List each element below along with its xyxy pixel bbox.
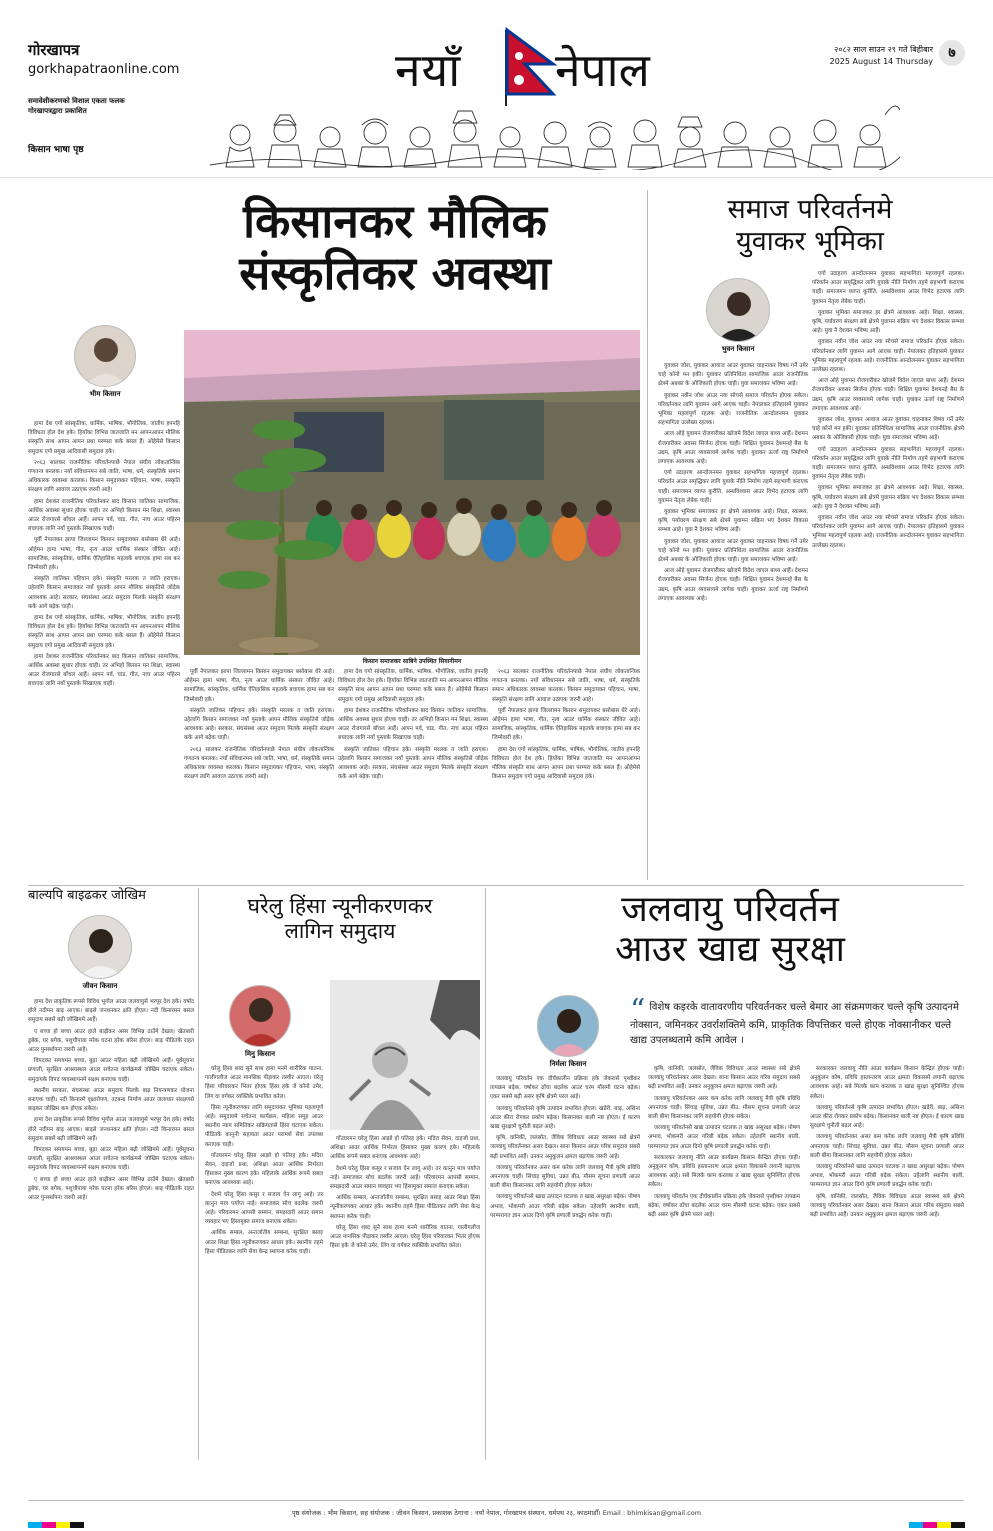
paragraph: जलवायु परिवर्तनसे कृषि उत्पादन प्रभावित होएल। खडेरी, बाढ़, असिना आउर कीरा रोगकर प्रकोप बढ़ेक। किसानकर बाली नष्ट होएल। ई कारण खाद्य सुरक्षामे चुनौती बढ़ल आहे।: [490, 1105, 640, 1131]
paragraph: हामा देश एगो सांस्कृतिक, धार्मिक, भाषिक, भौगोलिक, जातीय हपनहि विविधता होल देश हके। हियाँका विभिन्न जातजाति मन आपनआपन मौलिक संस्कृति साथ आपन आपन प्रथा परम्परा कके बसल हैं। ओहेमेसे किसान समुदाय एगो प्रमुख आदिवासी समुदाय हके।: [338, 669, 488, 703]
paragraph: युवाकर जोश, युवाकर आवाज आउर युवाकर चाहनाकर विषय गर्ने उमेर चाहे कोनो मन हकी। युवाकर प्रतिनिधित्व सामाजिक आउर राजनीतिक क्षेत्रमे अबका के ओजिकारी होएक चाही। युवा समाजकर भविष्य आहे।: [812, 417, 964, 442]
article-3-author-name: जीवन किसान: [82, 982, 118, 990]
article-3-column-1: [28, 998, 194, 1460]
date-nepali: २०८२ साल साउन २९ गते बिहीबार: [834, 45, 933, 54]
color-registration-bar: [909, 1522, 965, 1528]
paragraph: आर्थिक सम्बल, अन्तर्जातीय सम्बन्ध, सुरक्षित बसाइ आउर शिक्षा हिंसा न्यूनीकरणकर आधार हके। स्थानीय तहमे हिंसा पीडितकर लागि सेवा केन्द्र स्थापना करेक चाही।: [205, 1230, 323, 1255]
article-2-headline-line2: युवाकर भूमिका: [736, 226, 884, 258]
page-number-badge: ७: [939, 40, 965, 66]
article-2-column-2: [812, 270, 964, 882]
article-1-headline-line1: किसानकर मौलिक: [243, 194, 547, 248]
article-5-pull-quote: [630, 993, 965, 1048]
footer-rule: [28, 1500, 964, 1501]
author-photo-avatar: [68, 915, 132, 979]
article-1-headline-line2: संस्कृतिकर अवस्था: [239, 245, 551, 300]
paragraph: हामा देश प्राकृतिक रूपसे विविध भूगोल आउर जलवायुसे भरपूर देश हके। वर्षाद होले नदीमन बाढ़ आएक। बाढ़से जनधनकर क्षति होएल। नदी किनारमन बसल समुदाय सबसे बढ़ी जोखिममे आहैं।: [28, 999, 194, 1024]
paragraph: हामा देश एगो सांस्कृतिक, धार्मिक, भाषिक, भौगोलिक, जातीय हपनहि विविधता होल देश हके। हियाँका विभिन्न जातजाति मन आपनआपन मौलिक संस्कृति साथ आपन आपन प्रथा परम्परा कके बसल हैं। ओहेमेसे किसान समुदाय एगो प्रमुख आदिवासी समुदाय हके।: [492, 746, 640, 781]
cmyk-swatch: [28, 1522, 42, 1528]
page-footer: [0, 1494, 993, 1531]
paragraph: युवाकर जोश, युवाकर आवाज आउर युवाकर चाहनाकर विषय गर्ने उमेर चाहे कोनो मन हकी। युवाकर प्रतिनिधित्व सामाजिक आउर राजनीतिक क्षेत्रमे अबका के ओजिकारी होएक चाही। युवा समाजकर भविष्य आहे।: [658, 538, 808, 564]
paragraph: घरेलु हिंसा शब्द सुने साथ हामा मनमे शारीरिक यातना, गालीगलौज आउर मानसिक पीड़ाकर तस्वीर आएल। घरेलु हिंसा परिवारकर भितर होएक हिंसा हके जे कोनो उमेर, लिंग वा वर्गकर व्यक्तिके प्रभावित करेल।: [330, 1224, 480, 1250]
article-1-author-name: भीम किसान: [89, 390, 121, 398]
paragraph: कृषि, वानिकी, जलस्रोत, जैविक विविधता आउर स्वास्थ्य सबे क्षेत्रमे जलवायु परिवर्तनकर असर देखल। साना किसान आउर गरिब समुदाय सबसे बढ़ी प्रभावित आहैं। उनकर अनुकूलन क्षमता बढ़ाएक जरुरी आहे।: [810, 1193, 964, 1219]
paragraph: जलवायु परिवर्तनकर असर कम करेक लागि जलवायु मैत्री कृषि प्रविधि अपनाएक चाही। सिंचाइ सुविधा, उन्नत बीउ, मौसम सूचना प्रणाली आउर बाली बीमा किसानकर लागि सहयोगी होएक सकेल।: [490, 1164, 640, 1190]
paragraph: २०६३ सालकर राजनीतिक परिवर्तनपाछे नेपाल संघीय लोकतान्त्रिक गणतन्त्र बनलक। नयाँ संविधानमन सबे जाति, भाषा, धर्म, संस्कृतिके समान अधिकारक व्यवस्था करलक। किसान समुदायकर पहिचान, भाषा, संस्कृति संरक्षण लागि आवाज उठाएक जरुरी आहे।: [28, 459, 180, 494]
cmyk-swatch: [909, 1522, 923, 1528]
paragraph: हामा देश एगो सांस्कृतिक, धार्मिक, भाषिक, भौगोलिक, जातीय हपनहि विविधता होल देश हके। हियाँका विभिन्न जातजाति मन आपनआपन मौलिक संस्कृति साथ आपन आपन प्रथा परम्परा कके बसल हैं। ओहेमेसे किसान समुदाय एगो प्रमुख आदिवासी समुदाय हके।: [28, 615, 180, 649]
publication-url[interactable]: gorkhapatraonline.com: [28, 62, 180, 77]
paragraph: जलवायु परिवर्तनकर असर कम करेक लागि जलवायु मैत्री कृषि प्रविधि अपनाएक चाही। सिंचाइ सुविधा, उन्नत बीउ, मौसम सूचना प्रणाली आउर बाली बीमा किसानकर लागि सहयोगी होएक सकेल।: [810, 1134, 964, 1159]
paragraph: देशमे घरेलु हिंसा कसुर र सजाय ऐन लागू आहे। तर कानुन मात्र पर्याप्त नाहे। समाजकर सोच बदलेक जरुरी आहे। परिवारमन आपसी सम्मान, समझदारी आउर समान व्यवहार भए हिंसामुक्त समाज बनाएक सकेल।: [205, 1191, 323, 1226]
footer-credits: पृष्ठ संयोजक : भीम किसान, सह संयोजक : जीवन किसान, प्रकाशक ठेगाना : नयाँ नेपाल, गोरखापत्र संस्थान, धर्मपथ २३, काठमाडौँ। Email : bhimkisan@gmail.com: [291, 1509, 702, 1517]
author-photo-avatar: [74, 325, 136, 387]
article-5-column-2: [648, 1065, 800, 1460]
article-5-headline-line1: जलवायु परिवर्तन: [621, 889, 839, 930]
paragraph: जलवायु परिवर्तन एक दीर्घकालीन प्रक्रिया हके जेकरासे पृथ्वीकर तापक्रम बढ़ेक, वर्षाकर ढाँचा बदलेक आउर चरम मौसमी घटना बढ़ेक। एकर सबसे बढ़ी असर कृषि क्षेत्रमे परल आहे।: [490, 1076, 640, 1101]
paragraph: गाँउघरमन घरेलु हिंसा आझो हो पतिरह हके। मदिरा सेवन, दाइजो प्रथा, अशिक्षा आउर आर्थिक निर्भरता हिंसाकर मुख्य कारण हके। महिलाके आर्थिक रूपमे सबल बनाएक आवश्यक आहे।: [330, 1136, 480, 1161]
section-divider: [28, 885, 964, 886]
article-1-column-2: [184, 668, 334, 880]
article-2-headline: [660, 194, 960, 259]
article-4-headline: [205, 894, 475, 944]
masthead-left: [28, 40, 208, 155]
paragraph: २०६३ सालकर राजनीतिक परिवर्तनपाछे नेपाल संघीय लोकतान्त्रिक गणतन्त्र बनलक। नयाँ संविधानमन सबे जाति, भाषा, धर्म, संस्कृतिके समान अधिकारक व्यवस्था करलक। किसान समुदायकर पहिचान, भाषा, संस्कृति संरक्षण लागि आवाज उठाएक जरुरी आहे।: [184, 746, 334, 781]
author-photo-avatar: [537, 995, 599, 1057]
paragraph: युवाकर नवीन जोश आउर नया सोचसे समाज परिवर्तन होएक सकेल। परिवर्तनकर लागि युवामन आगे आएक चाही। नेपालकर इतिहासमे युवाकर भूमिका महत्वपूर्ण रहलक आहे। राजनीतिक आन्दोलनमन युवाकर सहभागिता उल्लेख्य रहलक।: [658, 392, 808, 427]
article-4-illustration: [330, 980, 480, 1130]
paragraph: पूर्वी नेपालकर झापा जिल्लामन किसान समुदायकर बसोबास धेरे आहे। ओहेमन हामा भाषा, गीत, नृत्य आउर धार्मिक संस्कार जीवित आहे। सामाजिक, सांस्कृतिक, धार्मिक ऐतिहासिक महत्वके बचाएक हामा सब कर जिम्मेवारी हके।: [184, 669, 334, 703]
paragraph: आज ओहे युवामन रोजगारीकर खोजमे विदेश जाएल बाध्य आहैं। देशमन रोजगारीकर अवसर सिर्जना होएक चाही। शिक्षित युवामन देशमनहे बैस के उद्यम, कृषि आउर व्यवसायमे लागेक चाही। युवाकर ऊर्जा राष्ट्र निर्माणमे लगाएक आवश्यक आहे।: [658, 431, 808, 466]
masthead-publisher-line: गोरखापत्रद्वारा प्रकाशित: [28, 107, 87, 115]
cmyk-swatch: [70, 1522, 84, 1528]
column-divider: [647, 190, 648, 880]
article-3-author: [60, 915, 140, 991]
date-english: 2025 August 14 Thursday: [829, 57, 933, 66]
article-1-author: [65, 325, 145, 399]
masthead: [0, 0, 993, 178]
cmyk-swatch: [951, 1522, 965, 1528]
nepal-flag-icon: [503, 26, 559, 106]
paragraph: युवाकर भूमिका समाजकर हर क्षेत्रमे आवश्यक आहे। शिक्षा, स्वास्थ्य, कृषि, पर्यावरण संरक्षण सबे क्षेत्रमे युवामन सक्रिय भए देशकर विकास सम्भव आहे। युवा नै देशकर भविष्य आहैं।: [812, 309, 964, 335]
cmyk-swatch: [56, 1522, 70, 1528]
article-5-headline: [520, 890, 940, 971]
paragraph: पूर्वी नेपालकर झापा जिल्लामन किसान समुदायकर बसोबास धेरे आहे। ओहेमन हामा भाषा, गीत, नृत्य आउर धार्मिक संस्कार जीवित आहे। सामाजिक, सांस्कृतिक, धार्मिक ऐतिहासिक महत्वके बचाएक हामा सब कर जिम्मेवारी हके।: [28, 537, 180, 572]
article-5-author: [528, 995, 608, 1069]
article-4-author: [220, 985, 300, 1059]
paragraph: युवाकर नवीन जोश आउर नया सोचसे समाज परिवर्तन होएक सकेल। परिवर्तनकर लागि युवामन आगे आएक चाही। नेपालकर इतिहासमे युवाकर भूमिका महत्वपूर्ण रहलक आहे। राजनीतिक आन्दोलनमन युवाकर सहभागिता उल्लेख्य रहलक।: [812, 515, 964, 549]
masthead-people-illustration: [210, 95, 900, 170]
cmyk-swatch: [42, 1522, 56, 1528]
article-4-headline-line1: घरेलु हिंसा न्यूनीकरणकर: [247, 894, 433, 918]
paragraph: २०६३ सालकर राजनीतिक परिवर्तनपाछे नेपाल संघीय लोकतान्त्रिक गणतन्त्र बनलक। नयाँ संविधानमन सबे जाति, भाषा, धर्म, संस्कृतिके समान अधिकारक व्यवस्था करलक। किसान समुदायकर पहिचान, भाषा, संस्कृति संरक्षण लागि आवाज उठाएक जरुरी आहे।: [492, 669, 640, 703]
paragraph: एगो उदाहरण आन्दोलनमन युवाकर सहभागिता महत्त्वपूर्ण रहलक। परिवर्तन आउर समृद्धिकर लागि युवाके नीति निर्माण तहमे सहभागी कराएक चाही। समाजमन व्याप्त कुरीति, अन्धविश्वास आउर विभेद हटाएक लागि युवामन नेतृत्व लेबेक चाही।: [812, 271, 964, 305]
paragraph: कृषि, वानिकी, जलस्रोत, जैविक विविधता आउर स्वास्थ्य सबे क्षेत्रमे जलवायु परिवर्तनकर असर देखल। साना किसान आउर गरिब समुदाय सबसे बढ़ी प्रभावित आहैं। उनकर अनुकूलन क्षमता बढ़ाएक जरुरी आहे।: [490, 1135, 640, 1160]
masthead-tagline: समावेशीकरणको विशाल एकता फलक: [28, 97, 125, 105]
paragraph: संस्कृति जातिकर पहिचान हके। संस्कृति मरलक त जाति हराएक। उहेलागि किसान समाजकर नयाँ पुस्ताके आपन मौलिक संस्कृतिसे जोड़ेक आवश्यक आहे। सरकार, संघसंस्था आउर समुदाय मिलके संस्कृति संरक्षण कके आगे बढ़ेक चाही।: [28, 576, 180, 610]
paragraph: हामा देशकर राजनीतिक परिवर्तनकर बाद किसान जातिकर सामाजिक, आर्थिक अवस्था सुधार होएक चाही। तर अभिहो किसान मन शिक्षा, स्वास्थ्य आउर रोजगारसे बाँचल आहैं। आपन पर्व, चाड, गीत, नाच आउर पहिरन बचाएक लागि नयाँ पुस्ताके सिखाएक चाही।: [28, 498, 180, 533]
paragraph: हामा देशकर राजनीतिक परिवर्तनकर बाद किसान जातिकर सामाजिक, आर्थिक अवस्था सुधार होएक चाही। तर अभिहो किसान मन शिक्षा, स्वास्थ्य आउर रोजगारसे बाँचल आहैं। आपन पर्व, चाड, गीत, नाच आउर पहिरन बचाएक लागि नयाँ पुस्ताके सिखाएक चाही।: [338, 707, 488, 742]
paragraph: संस्कृति जातिकर पहिचान हके। संस्कृति मरलक त जाति हराएक। उहेलागि किसान समाजकर नयाँ पुस्ताके आपन मौलिक संस्कृतिसे जोड़ेक आवश्यक आहे। सरकार, संघसंस्था आउर समुदाय मिलके संस्कृति संरक्षण कके आगे बढ़ेक चाही।: [338, 746, 488, 781]
article-1-column-3: [338, 668, 488, 880]
article-3-headline: बाल्यपि बाइढकर जोखिम: [28, 888, 146, 903]
paragraph: संस्कृति जातिकर पहिचान हके। संस्कृति मरलक त जाति हराएक। उहेलागि किसान समाजकर नयाँ पुस्ताके आपन मौलिक संस्कृतिसे जोड़ेक आवश्यक आहे। सरकार, संघसंस्था आउर समुदाय मिलके संस्कृति संरक्षण कके आगे बढ़ेक चाही।: [184, 707, 334, 742]
paragraph: सरकारकर जलवायु नीति आउर कार्यक्रम किसान केन्द्रित होएक चाही। अनुकूलन कोष, प्रविधि हस्तान्तरण आउर क्षमता विकासमे लगानी बढ़ाएक आवश्यक आहे। सबे मिलके काम करलक त खाद्य सुरक्षा सुनिश्चित होएक सकेल।: [648, 1154, 800, 1189]
paragraph: जलवायु परिवर्तनसे खाद्य उत्पादन घटलक त खाद्य असुरक्षा बढ़ेक। पोषण अभाव, भोकमरी आउर गरिबी बढ़ेक सकेल। उहेलागि स्थानीय बाली, परम्परागत ज्ञान आउर दिगो कृषि प्रणाली प्रवर्द्धन करेक चाही।: [648, 1125, 800, 1150]
publication-name: गोरखापत्र: [28, 41, 80, 59]
paragraph: जलवायु परिवर्तनसे खाद्य उत्पादन घटलक त खाद्य असुरक्षा बढ़ेक। पोषण अभाव, भोकमरी आउर गरिबी बढ़ेक सकेल। उहेलागि स्थानीय बाली, परम्परागत ज्ञान आउर दिगो कृषि प्रणाली प्रवर्द्धन करेक चाही।: [810, 1164, 964, 1189]
paragraph: कृषि, वानिकी, जलस्रोत, जैविक विविधता आउर स्वास्थ्य सबे क्षेत्रमे जलवायु परिवर्तनकर असर देखल। साना किसान आउर गरिब समुदाय सबसे बढ़ी प्रभावित आहैं। उनकर अनुकूलन क्षमता बढ़ाएक जरुरी आहे।: [648, 1066, 800, 1091]
paragraph: जलवायु परिवर्तनसे खाद्य उत्पादन घटलक त खाद्य असुरक्षा बढ़ेक। पोषण अभाव, भोकमरी आउर गरिबी बढ़ेक सकेल। उहेलागि स्थानीय बाली, परम्परागत ज्ञान आउर दिगो कृषि प्रणाली प्रवर्द्धन करेक चाही।: [490, 1194, 640, 1219]
article-1-photo: [184, 330, 640, 655]
color-registration-bar: [28, 1522, 84, 1528]
paragraph: जलवायु परिवर्तनसे कृषि उत्पादन प्रभावित होएल। खडेरी, बाढ़, असिना आउर कीरा रोगकर प्रकोप बढ़ेक। किसानकर बाली नष्ट होएल। ई कारण खाद्य सुरक्षामे चुनौती बढ़ल आहे।: [810, 1104, 964, 1130]
quote-mark-icon: “: [630, 993, 646, 1028]
article-1-column-1: [28, 420, 180, 880]
pull-quote-text: विशेष कइरके वातावरणीय परिवर्तनकर चल्ते बेमार आ संक्रमणकर चल्ते कृषि उत्पादनमे नोक्सान, जमिनकर उवर्राशक्तिमे कमि, प्राकृतिक विपत्तिकर चल्ते होएक नोक्सानीकर चल्ते खाद्य उपलब्धतामे कमि आवेल ।: [630, 1002, 959, 1046]
paragraph: हामा देश प्राकृतिक रूपसे विविध भूगोल आउर जलवायुसे भरपूर देश हके। वर्षाद होले नदीमन बाढ़ आएक। बाढ़से जनधनकर क्षति होएल। नदी किनारमन बसल समुदाय सबसे बढ़ी जोखिममे आहैं।: [28, 1117, 194, 1142]
cmyk-swatch: [923, 1522, 937, 1528]
page-section-label: किसान भाषा पृष्ठ: [28, 145, 84, 155]
paragraph: जलवायु परिवर्तनकर असर कम करेक लागि जलवायु मैत्री कृषि प्रविधि अपनाएक चाही। सिंचाइ सुविधा, उन्नत बीउ, मौसम सूचना प्रणाली आउर बाली बीमा किसानकर लागि सहयोगी होएक सकेल।: [648, 1095, 800, 1121]
paragraph: आर्थिक सम्बल, अन्तर्जातीय सम्बन्ध, सुरक्षित बसाइ आउर शिक्षा हिंसा न्यूनीकरणकर आधार हके। स्थानीय तहमे हिंसा पीडितकर लागि सेवा केन्द्र स्थापना करेक चाही।: [330, 1195, 480, 1220]
paragraph: आज ओहे युवामन रोजगारीकर खोजमे विदेश जाएल बाध्य आहैं। देशमन रोजगारीकर अवसर सिर्जना होएक चाही। शिक्षित युवामन देशमनहे बैस के उद्यम, कृषि आउर व्यवसायमे लागेक चाही। युवाकर ऊर्जा राष्ट्र निर्माणमे लगाएक आवश्यक आहे।: [812, 378, 964, 412]
article-4-column-2: [330, 1135, 480, 1460]
paragraph: ए बच्चा हो बच्चा आउर हाले बाढ़ीकर असर विभिन्न ठाउँमे देखल। खेतबारी डुबेक, घर बगेक, पशुचौपाया मरेक घटना हरेक बरिस होएल। बाढ़ पीडितके राहत आउर पुनर्स्थापना जरुरी आहे।: [28, 1028, 194, 1054]
paragraph: हामा देश एगो सांस्कृतिक, धार्मिक, भाषिक, भौगोलिक, जातीय हपनहि विविधता होल देश हके। हियाँका विभिन्न जातजाति मन आपनआपन मौलिक संस्कृति साथ आपन आपन प्रथा परम्परा कके बसल हैं। ओहेमेसे किसान समुदाय एगो प्रमुख आदिवासी समुदाय हके।: [28, 421, 180, 455]
article-2-author-name: भुवन किसान: [721, 345, 755, 353]
paragraph: हिंसा न्यूनीकरणकर लागि समुदायकर भूमिका महत्वपूर्ण आहे। समुदायमे सचेतना कार्यक्रम, महिला समूह आउर स्थानीय न्याय समितिकर सक्रियतासे हिंसा घटाएक सकेल। पीडितके कानुनी सहायता आउर परामर्श सेवा उपलब्ध कराएक चाही।: [205, 1104, 323, 1148]
paragraph: विपदकर समयमन बच्चा, बुढ़ा आउर महिला बढ़ी जोखिममे आहैं। पूर्वसूचना प्रणाली, सुरक्षित आश्रयस्थल आउर सचेतना कार्यक्रमसे जोखिम घटाएक सकेल। समुदायके विपद व्यवस्थापनमे सक्षम बनाएक चाही।: [28, 1147, 194, 1172]
article-4-author-name: मिनु किसान: [245, 1050, 275, 1058]
paragraph: घरेलु हिंसा शब्द सुने साथ हामा मनमे शारीरिक यातना, गालीगलौज आउर मानसिक पीड़ाकर तस्वीर आएल। घरेलु हिंसा परिवारकर भितर होएक हिंसा हके जे कोनो उमेर, लिंग वा वर्गकर व्यक्तिके प्रभावित करेल।: [205, 1066, 323, 1100]
article-4-column-1: [205, 1065, 323, 1460]
author-photo-avatar: [706, 278, 770, 342]
cmyk-swatch: [937, 1522, 951, 1528]
masthead-date-block: [733, 44, 933, 68]
paragraph: युवाकर नवीन जोश आउर नया सोचसे समाज परिवर्तन होएक सकेल। परिवर्तनकर लागि युवामन आगे आएक चाही। नेपालकर इतिहासमे युवाकर भूमिका महत्वपूर्ण रहलक आहे। राजनीतिक आन्दोलनमन युवाकर सहभागिता उल्लेख्य रहलक।: [812, 339, 964, 374]
paragraph: जलवायु परिवर्तन एक दीर्घकालीन प्रक्रिया हके जेकरासे पृथ्वीकर तापक्रम बढ़ेक, वर्षाकर ढाँचा बदलेक आउर चरम मौसमी घटना बढ़ेक। एकर सबसे बढ़ी असर कृषि क्षेत्रमे परल आहे।: [648, 1193, 800, 1219]
paragraph: गाँउघरमन घरेलु हिंसा आझो हो पतिरह हके। मदिरा सेवन, दाइजो प्रथा, अशिक्षा आउर आर्थिक निर्भरता हिंसाकर मुख्य कारण हके। महिलाके आर्थिक रूपमे सबल बनाएक आवश्यक आहे।: [205, 1152, 323, 1187]
paragraph: हामा देशकर राजनीतिक परिवर्तनकर बाद किसान जातिकर सामाजिक, आर्थिक अवस्था सुधार होएक चाही। तर अभिहो किसान मन शिक्षा, स्वास्थ्य आउर रोजगारसे बाँचल आहैं। आपन पर्व, चाड, गीत, नाच आउर पहिरन बचाएक लागि नयाँ पुस्ताके सिखाएक चाही।: [28, 653, 180, 688]
paragraph: युवाकर जोश, युवाकर आवाज आउर युवाकर चाहनाकर विषय गर्ने उमेर चाहे कोनो मन हकी। युवाकर प्रतिनिधित्व सामाजिक आउर राजनीतिक क्षेत्रमे अबका के ओजिकारी होएक चाही। युवा समाजकर भविष्य आहे।: [658, 363, 808, 388]
article-2-column-1: [658, 362, 808, 882]
article-1-column-4: [492, 668, 640, 880]
paragraph: देशमे घरेलु हिंसा कसुर र सजाय ऐन लागू आहे। तर कानुन मात्र पर्याप्त नाहे। समाजकर सोच बदलेक जरुरी आहे। परिवारमन आपसी सम्मान, समझदारी आउर समान व्यवहार भए हिंसामुक्त समाज बनाएक सकेल।: [330, 1165, 480, 1191]
paragraph: सरकारकर जलवायु नीति आउर कार्यक्रम किसान केन्द्रित होएक चाही। अनुकूलन कोष, प्रविधि हस्तान्तरण आउर क्षमता विकासमे लगानी बढ़ाएक आवश्यक आहे। सबे मिलके काम करलक त खाद्य सुरक्षा सुनिश्चित होएक सकेल।: [810, 1066, 964, 1100]
article-4-headline-line2: लागिन समुदाय: [284, 919, 396, 944]
paragraph: ए बच्चा हो बच्चा आउर हाले बाढ़ीकर असर विभिन्न ठाउँमे देखल। खेतबारी डुबेक, घर बगेक, पशुचौपाया मरेक घटना हरेक बरिस होएल। बाढ़ पीडितके राहत आउर पुनर्स्थापना जरुरी आहे।: [28, 1176, 194, 1202]
paragraph: एगो उदाहरण आन्दोलनमन युवाकर सहभागिता महत्त्वपूर्ण रहलक। परिवर्तन आउर समृद्धिकर लागि युवाके नीति निर्माण तहमे सहभागी कराएक चाही। समाजमन व्याप्त कुरीति, अन्धविश्वास आउर विभेद हटाएक लागि युवामन नेतृत्व लेबेक चाही।: [658, 470, 808, 504]
column-divider: [485, 888, 486, 1460]
paragraph: स्थानीय सरकार, संघसंस्था आउर समुदाय मिलके बाढ़ नियन्त्रणकर योजना बनाएक चाही। नदी किनारमे वृक्षारोपण, तटबन्ध निर्माण आउर जलाधार संरक्षणसे बाढ़कर जोखिम कम होएक सकेल।: [28, 1087, 194, 1113]
title-word-naya: नयाँ: [395, 43, 462, 97]
article-5-column-1: [490, 1075, 640, 1460]
paragraph: युवाकर भूमिका समाजकर हर क्षेत्रमे आवश्यक आहे। शिक्षा, स्वास्थ्य, कृषि, पर्यावरण संरक्षण सबे क्षेत्रमे युवामन सक्रिय भए देशकर विकास सम्भव आहे। युवा नै देशकर भविष्य आहैं।: [658, 509, 808, 534]
article-2-author: [698, 278, 778, 354]
article-1-photo-caption: किसान समाजकर साबिने उपस्थित सियानीमन: [362, 658, 462, 665]
paragraph: पूर्वी नेपालकर झापा जिल्लामन किसान समुदायकर बसोबास धेरे आहे। ओहेमन हामा भाषा, गीत, नृत्य आउर धार्मिक संस्कार जीवित आहे। सामाजिक, सांस्कृतिक, धार्मिक ऐतिहासिक महत्वके बचाएक हामा सब कर जिम्मेवारी हके।: [492, 707, 640, 742]
paragraph: विपदकर समयमन बच्चा, बुढ़ा आउर महिला बढ़ी जोखिममे आहैं। पूर्वसूचना प्रणाली, सुरक्षित आश्रयस्थल आउर सचेतना कार्यक्रमसे जोखिम घटाएक सकेल। समुदायके विपद व्यवस्थापनमे सक्षम बनाएक चाही।: [28, 1058, 194, 1083]
paragraph: आज ओहे युवामन रोजगारीकर खोजमे विदेश जाएल बाध्य आहैं। देशमन रोजगारीकर अवसर सिर्जना होएक चाही। शिक्षित युवामन देशमनहे बैस के उद्यम, कृषि आउर व्यवसायमे लागेक चाही। युवाकर ऊर्जा राष्ट्र निर्माणमे लगाएक आवश्यक आहे।: [658, 568, 808, 602]
author-photo-avatar: [229, 985, 291, 1047]
article-5-headline-line2: आउर खाद्य सुरक्षा: [615, 929, 845, 971]
article-2-headline-line1: समाज परिवर्तनमे: [727, 194, 893, 225]
paragraph: एगो उदाहरण आन्दोलनमन युवाकर सहभागिता महत्त्वपूर्ण रहलक। परिवर्तन आउर समृद्धिकर लागि युवाके नीति निर्माण तहमे सहभागी कराएक चाही। समाजमन व्याप्त कुरीति, अन्धविश्वास आउर विभेद हटाएक लागि युवामन नेतृत्व लेबेक चाही।: [812, 446, 964, 481]
title-word-nepal: नेपाल: [555, 43, 650, 97]
article-5-column-3: [810, 1065, 964, 1460]
paragraph: युवाकर भूमिका समाजकर हर क्षेत्रमे आवश्यक आहे। शिक्षा, स्वास्थ्य, कृषि, पर्यावरण संरक्षण सबे क्षेत्रमे युवामन सक्रिय भए देशकर विकास सम्भव आहे। युवा नै देशकर भविष्य आहैं।: [812, 485, 964, 510]
article-5-author-name: निर्मला किसान: [549, 1060, 587, 1068]
column-divider: [198, 888, 199, 1460]
article-1-headline: [150, 196, 640, 299]
